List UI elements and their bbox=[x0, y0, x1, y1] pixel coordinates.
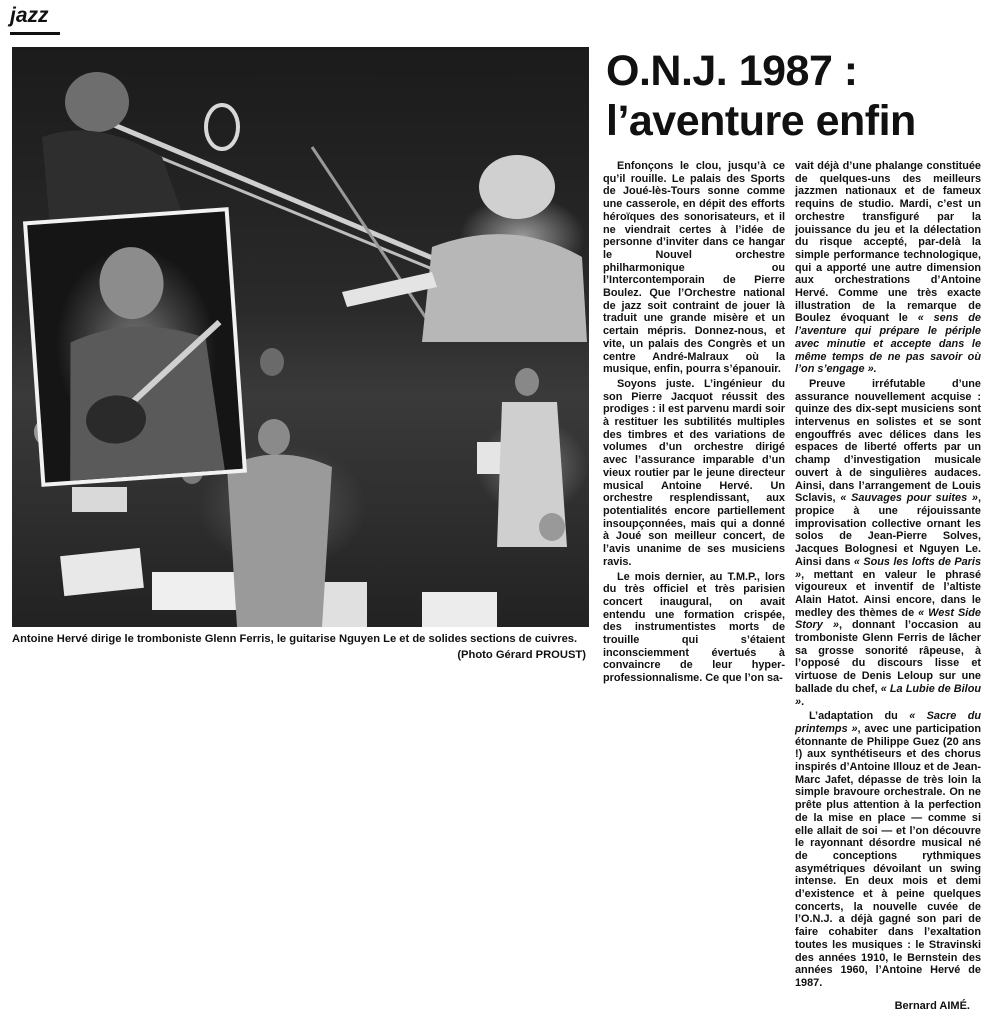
work-title: « La Lubie de Bilou » bbox=[795, 682, 982, 708]
article-paragraph: Soyons juste. L’ingénieur du son Pierre Jacquot réussit des prodiges : il est parvenu mardi soir à restituer les subtilités multiples des timbres et des variations de volumes d’un orchestre dirigé avec l’assurance imparable d’un vieux routier par le jeune directeur musical Antoine Hervé. Un orchestre resplendissant, aux potentialités encore partiellement insoupçonnées, mais qui a donné à Joué son meilleur concert, de l’avis unanime de ses musiciens ravis. bbox=[603, 377, 785, 568]
article-column-2 bbox=[795, 160, 981, 992]
boulez-quote: « sens de l’aventure qui prépare le périple avec minutie et accepte dans le même temps de ne pas savoir où l’on s’engage ». bbox=[795, 312, 981, 376]
article-paragraph: Preuve irréfutable d’une assurance nouvellement acquise : quinze des dix-sept musiciens sont intervenus en solistes et se sont engouffrés avec délices dans les espaces de liberté offerts par un champ d’investigation musicale ouvert à de singulières audaces. Ainsi, dans l’arrangement de Louis Sclavis, « Sauvages pour suites », propice à une réjouissante improvisation collective ornant les solos de Jean-Pierre Solves, Jacques Bolognesi et Nguyen Le. Ainsi dans « Sous les lofts de Paris », mettant en valeur le phrasé vigoureux et inventif de l’altiste Alain Hatot. Ainsi encore, dans le medley des thèmes de « West Side Story », donnant l’occasion au tromboniste Glenn Ferris de lâcher sa grosse sonorité râpeuse, à l’opposé du discours lisse et virtuose de Denis Leloup sur une ballade du chef, « La Lubie de Bilou ». bbox=[795, 377, 982, 708]
music-stand bbox=[152, 572, 237, 610]
trombonist-head bbox=[65, 72, 129, 132]
headline-line-1: O.N.J. 1987 : bbox=[606, 47, 858, 95]
conductor-back bbox=[227, 455, 332, 628]
section-rubric: jazz bbox=[10, 4, 49, 27]
rubric-underline bbox=[10, 32, 60, 35]
headline-line-2: l’aventure enfin bbox=[606, 97, 916, 145]
article-paragraph: vait déjà d’une phalange constituée de quelques-uns des meilleurs jazzmen nationaux et de fameux requins de studio. Mardi, c’est un orchestre transfiguré par la jouissance du jeu et la délectation du risque accepté, par-delà la simple performance technologique, qui a apporté une autre dimension aux orchestrations d’Antoine Hervé. Comme une très exacte illustration de la remarque de Boulez évoquant le « sens de l’aventure qui prépare le périple avec minutie et accepte dans le même temps de ne pas savoir où l’on s’engage ». bbox=[795, 160, 981, 376]
article-paragraph: L’adaptation du « Sacre du printemps », avec une participation étonnante de Philippe Guez (20 ans !) aux synthétiseurs et des chorus inspirés d’Antoine Illouz et de Jean-Marc Jafet, dépasse de très loin la simple bravoure orchestrale. On ne prête plus attention à la perfection de la mise en place — comme si elle allait de soi — et l’on découvre le rayonnant désordre musical né de conceptions rythmiques asymétriques dévoilant un swing intense. En deux mois et demi d’existence et à peine quelques concerts, la nouvelle cuvée de l’O.N.J. a déjà gagné son pari de faire cohabiter dans l’exaltation toutes les musiques : le Stravinski des années 1910, le Bernstein des années 1960, l’Antoine Hervé de 1987. bbox=[795, 710, 982, 989]
work-title: « Sacre du printemps » bbox=[795, 710, 982, 735]
conductor-body bbox=[422, 234, 587, 342]
conductor-hair bbox=[479, 155, 555, 219]
musician-head bbox=[260, 348, 284, 376]
guitarist-body bbox=[60, 321, 225, 481]
guitarist-illustration bbox=[27, 211, 243, 482]
photo-caption: Antoine Hervé dirige le tromboniste Glenn Ferris, le guitarise Nguyen Le et de solides sections de cuivres. bbox=[12, 633, 578, 645]
article-paragraph: Le mois dernier, au T.M.P., lors du très officiel et très parisien concert inaugural, on avait entendu une formation crispée, des instrumentistes morts de trouille qui s’étaient inconsciemment évertués à convaincre de leur hyper-professionnalisme. Ce que l’on sa- bbox=[603, 570, 785, 685]
headline bbox=[606, 46, 986, 146]
photo-credit: (Photo Gérard PROUST) bbox=[457, 649, 586, 661]
trombone-bell bbox=[206, 105, 238, 149]
article-paragraph: Enfonçons le clou, jusqu’à ce qu’il rouille. Le palais des Sports de Joué-lès-Tours sonne comme une casserole, en dépit des efforts héroïques des sonorisateurs, et il ne viendrait certes à l’idée de personne d’inviter dans ce hangar le Nouvel orchestre philharmonique ou l’Intercontemporain de Pierre Boulez. Que l’Orchestre national de jazz soit contraint de jouer là traduit une grande misère et un certain mépris. Donnez-nous, et vite, un palais des Congrès et un centre André-Malraux où la musique, enfin, pourra s’épanouir. bbox=[603, 160, 785, 376]
conductor-hand bbox=[342, 272, 437, 307]
concert-photo bbox=[12, 47, 589, 627]
musician-head bbox=[515, 368, 539, 396]
author-signature: Bernard AIMÉ. bbox=[894, 1000, 970, 1012]
music-stand bbox=[422, 592, 497, 627]
guitarist-inset-photo bbox=[23, 207, 247, 487]
guitarist-head bbox=[97, 245, 166, 321]
music-stand bbox=[72, 487, 127, 512]
work-title: « Sauvages pour suites » bbox=[840, 492, 978, 505]
musician-head bbox=[539, 513, 565, 541]
conductor-head bbox=[258, 419, 290, 455]
work-title: « West Side Story » bbox=[795, 606, 981, 632]
work-title: « Sous les lofts de Paris » bbox=[795, 555, 982, 581]
article-column-1 bbox=[603, 160, 785, 687]
music-stand bbox=[60, 548, 144, 596]
